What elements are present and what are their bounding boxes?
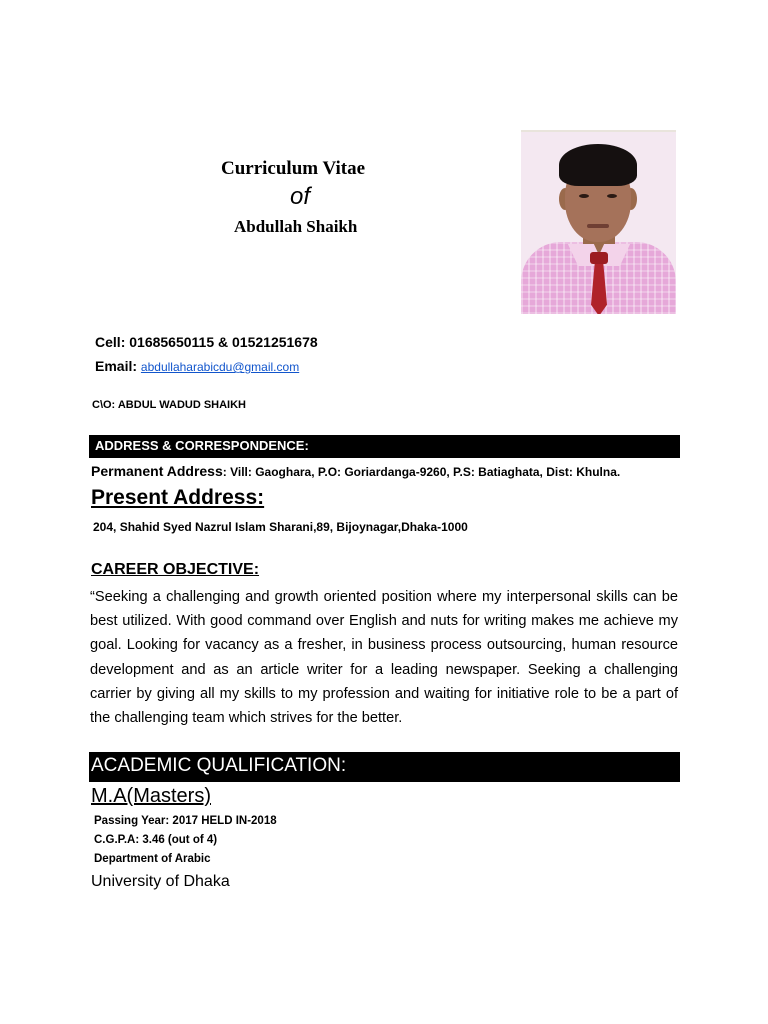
address-section-title: ADDRESS & CORRESPONDENCE: (95, 438, 309, 453)
cell-value: 01685650115 & 01521251678 (129, 334, 318, 350)
present-address-value: 204, Shahid Syed Nazrul Islam Sharani,89, Bijoynagar,Dhaka-1000 (93, 520, 468, 534)
permanent-address-label: Permanent Address (91, 463, 223, 479)
passing-year: Passing Year: 2017 HELD IN-2018 (94, 815, 277, 827)
email-link[interactable]: abdullaharabicdu@gmail.com (140, 360, 300, 374)
photo-hair (559, 144, 637, 186)
photo-mouth (587, 224, 609, 228)
cv-title: Curriculum Vitae (221, 158, 366, 179)
portrait-photo (521, 130, 676, 314)
career-objective-text: “Seeking a challenging and growth oriented position where my interpersonal skills can be best utilized. With good command over English and nuts for writing makes me achieve my goal. Looking for vacancy as a fresher, in business process outsourcing, human resource development and as an article writer for a leading newspaper. Seeking a challenging carrier by giving all my skills to my profession and waiting for initiative role to be a part of the challenging team which strives for the better. (90, 589, 678, 727)
cell-line (95, 334, 318, 350)
cv-of-text: of (290, 183, 311, 210)
email-separator: : (132, 358, 141, 374)
department: Department of Arabic (94, 853, 211, 865)
email-line (95, 358, 299, 374)
care-of-line: C\O: ABDUL WADUD SHAIKH (92, 399, 246, 411)
cell-label: Cell (95, 334, 121, 350)
candidate-name: Abdullah Shaikh (234, 217, 358, 236)
degree-title: M.A(Masters) (91, 785, 211, 807)
photo-eye-left (579, 194, 589, 198)
university-name: University of Dhaka (91, 873, 230, 890)
cell-separator: : (120, 334, 130, 350)
permanent-address-line (91, 463, 620, 479)
present-address-heading: Present Address: (91, 486, 265, 509)
career-objective-heading: CAREER OBJECTIVE: (91, 561, 260, 578)
email-label: Email (95, 358, 133, 374)
academic-section-bar (89, 752, 680, 782)
photo-eye-right (607, 194, 617, 198)
academic-section-title: ACADEMIC QUALIFICATION: (91, 755, 347, 776)
address-section-bar (89, 435, 680, 458)
permanent-address-separator: : (222, 465, 231, 479)
cgpa: C.G.P.A: 3.46 (out of 4) (94, 834, 218, 846)
permanent-address-value: Vill: Gaoghara, P.O: Goriardanga-9260, P.S: Batiaghata, Dist: Khulna. (230, 465, 621, 479)
photo-tie-knot (590, 252, 608, 264)
